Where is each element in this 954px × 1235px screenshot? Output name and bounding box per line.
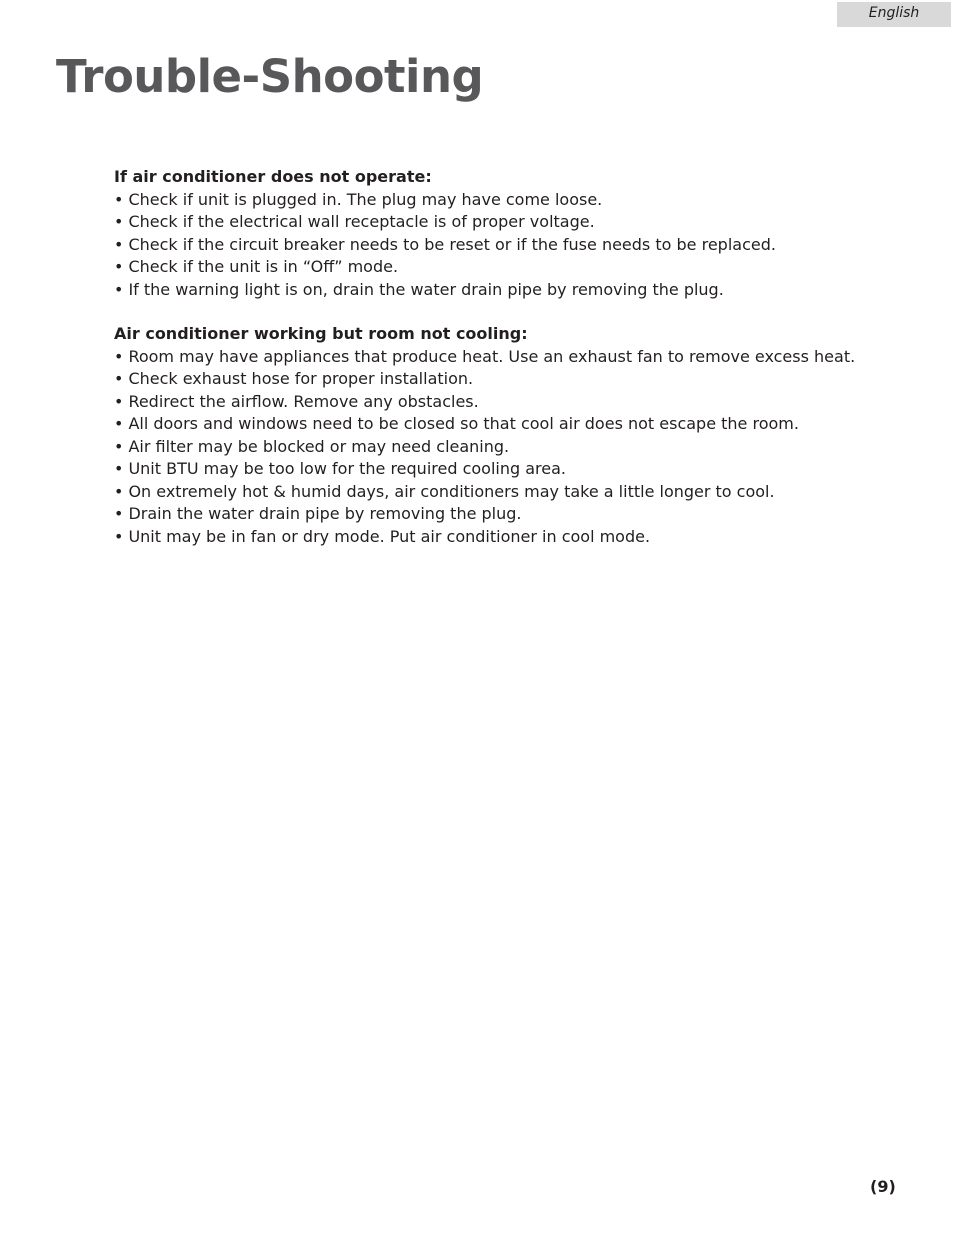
list-item [114,256,914,279]
list-item [114,413,914,436]
section-heading: If air conditioner does not operate: [114,167,432,186]
bullet-icon: • [114,234,124,254]
list-item [114,189,914,212]
list-item-text: Check if the electrical wall receptacle is of proper voltage. [128,212,595,231]
bullet-icon: • [114,414,124,433]
bullet-icon: • [114,481,124,501]
bullet-icon: • [114,436,124,456]
list-item-text: Room may have appliances that produce heat. Use an exhaust fan to remove excess heat. [128,346,856,366]
bullet-list [114,346,914,549]
bullet-icon: • [114,279,124,299]
list-item [114,458,914,481]
list-item-text: Check if the circuit breaker needs to be reset or if the fuse needs to be replaced. [128,234,776,254]
bullet-icon: • [114,504,124,523]
section-not-cooling [114,323,914,548]
troubleshooting-content [114,166,914,570]
language-tab: English [837,2,951,27]
list-item-text: Air filter may be blocked or may need cleaning. [128,436,510,456]
bullet-icon: • [114,189,124,209]
bullet-icon: • [114,459,124,478]
bullet-icon: • [114,526,124,546]
section-heading: Air conditioner working but room not cooling: [114,324,528,343]
list-item [114,391,914,414]
list-item-text: Check if unit is plugged in. The plug may have come loose. [128,189,603,209]
list-item-text: Unit BTU may be too low for the required cooling area. [128,459,566,478]
section-not-operating [114,166,914,301]
list-item-text: Unit may be in fan or dry mode. Put air conditioner in cool mode. [128,526,651,546]
bullet-icon: • [114,369,124,388]
list-item [114,503,914,526]
list-item [114,279,914,302]
list-item-text: Check exhaust hose for proper installation. [128,369,474,388]
list-item-text: If the warning light is on, drain the water drain pipe by removing the plug. [128,279,724,299]
page-title: Trouble-Shooting [56,50,484,103]
list-item-text: On extremely hot & humid days, air conditioners may take a little longer to cool. [128,481,775,501]
list-item [114,211,914,234]
list-item [114,346,914,369]
list-item [114,436,914,459]
list-item [114,526,914,549]
bullet-icon: • [114,391,124,411]
list-item-text: Redirect the airflow. Remove any obstacles. [128,391,479,411]
bullet-icon: • [114,212,124,231]
list-item-text: Check if the unit is in “Off” mode. [128,257,399,276]
list-item [114,481,914,504]
list-item-text: Drain the water drain pipe by removing the plug. [128,504,522,523]
bullet-icon: • [114,257,124,276]
list-item [114,368,914,391]
list-item-text: All doors and windows need to be closed so that cool air does not escape the room. [128,414,799,433]
page-number: (9) [870,1177,896,1196]
list-item [114,234,914,257]
bullet-list [114,189,914,302]
bullet-icon: • [114,346,124,366]
